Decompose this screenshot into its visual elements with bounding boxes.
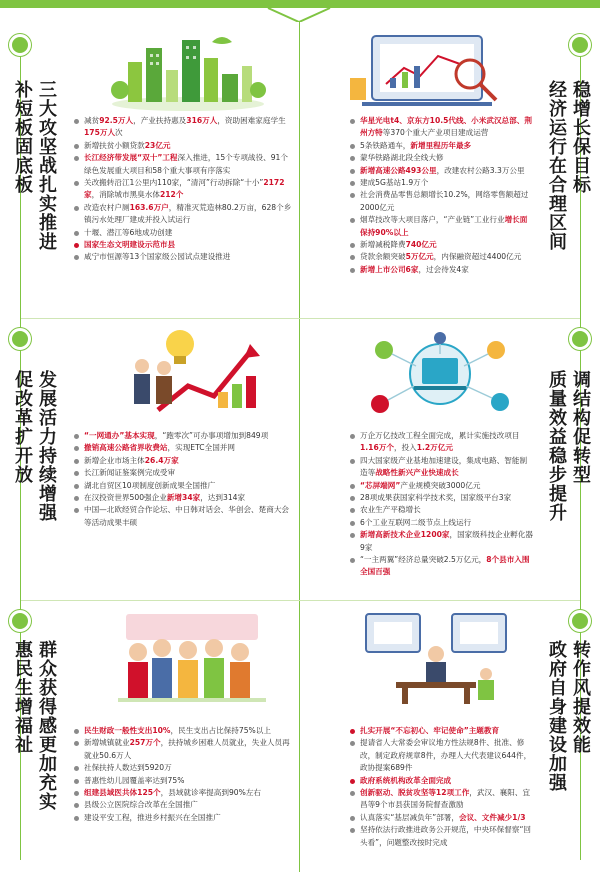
item-text: 建设平安工程，推进乡村振兴在全国推广 bbox=[84, 812, 221, 822]
item-text: 建成5G基站1.9万个 bbox=[360, 178, 429, 188]
highlight-text: 23亿元 bbox=[144, 140, 171, 150]
list-item bbox=[72, 775, 294, 787]
highlight-text: 华星光电t4、京东方10.5代线、小米武汉总部、荆州方特 bbox=[360, 116, 532, 138]
list-item bbox=[348, 455, 534, 480]
highlight-text: 新增34家 bbox=[166, 493, 201, 503]
item-text: 新增企业市场主体 bbox=[84, 455, 145, 465]
highlight-text: 新增上市公司6家 bbox=[360, 264, 419, 274]
highlight-text: 组建县域医共体125个 bbox=[84, 788, 161, 798]
list-item bbox=[72, 442, 294, 454]
item-text: ，实现ETC全国并网 bbox=[167, 443, 235, 453]
list-item bbox=[348, 554, 534, 579]
office-work-illustration bbox=[356, 608, 516, 708]
item-text: ，消除城市黑臭水体 bbox=[91, 190, 160, 200]
right-dot-2 bbox=[569, 328, 591, 350]
section-title-s4 bbox=[546, 370, 590, 522]
highlight-text: 扎实开展“不忘初心、牢记使命”主题教育 bbox=[360, 726, 500, 735]
section-title-s3 bbox=[12, 370, 56, 522]
row-divider-1 bbox=[20, 318, 580, 319]
top-banner-decoration bbox=[0, 0, 600, 22]
item-text: ，达到314家 bbox=[200, 493, 246, 503]
highlight-text: 政府系统机构改革全面完成 bbox=[360, 775, 452, 785]
list-item bbox=[72, 251, 294, 263]
highlight-text: 新增高新技术企业1200家 bbox=[360, 530, 450, 540]
list-item bbox=[72, 725, 294, 737]
title-col-1: 三大攻坚战扎实推进 bbox=[36, 80, 57, 251]
list-item bbox=[72, 430, 294, 442]
item-list-s3 bbox=[72, 430, 294, 529]
left-dot-3 bbox=[9, 610, 31, 632]
item-list-s6 bbox=[348, 725, 534, 849]
list-item bbox=[348, 775, 534, 787]
list-item bbox=[72, 467, 294, 479]
title-col-2: 质量效益稳步提升 bbox=[546, 370, 567, 522]
list-item bbox=[348, 251, 534, 263]
highlight-text: 会议、文件减少1/3 bbox=[459, 812, 526, 822]
list-item bbox=[72, 239, 294, 251]
list-item bbox=[348, 517, 534, 529]
highlight-text: 战略性新兴产业快速成长 bbox=[375, 468, 459, 478]
list-item bbox=[72, 799, 294, 811]
item-text: 在汉投资世界500强企业 bbox=[84, 493, 167, 503]
list-item bbox=[72, 737, 294, 762]
item-text: 社保扶持人数达到5920万 bbox=[84, 763, 172, 773]
item-text: ，内保融资超过4400亿元 bbox=[433, 252, 522, 262]
list-item bbox=[72, 177, 294, 202]
item-text: ，“跑零次”可办事项增加到849项 bbox=[154, 431, 269, 440]
list-item bbox=[348, 152, 534, 164]
list-item bbox=[348, 430, 534, 455]
item-text: 新增城镇就业 bbox=[84, 738, 130, 748]
item-text: 改造农村户厕 bbox=[84, 202, 130, 212]
item-list-s4 bbox=[348, 430, 534, 579]
item-text: 5条铁路通车， bbox=[360, 140, 411, 150]
item-text: 坚持依法行政推进政务公开规范，中央环保督察“回头看”，问题整改按时完成 bbox=[360, 825, 531, 847]
item-text: 万企万亿技改工程全面完成，累计实施技改项目 bbox=[360, 431, 520, 440]
item-text: 县级公立医院综合改革在全国推广 bbox=[84, 800, 198, 810]
item-text: 农业生产平稳增长 bbox=[360, 505, 421, 515]
list-item bbox=[348, 189, 534, 214]
section-title-s6 bbox=[546, 640, 590, 792]
item-text: 普惠性幼儿园覆盖率达到75% bbox=[84, 775, 185, 785]
list-item bbox=[348, 480, 534, 492]
happy-people-illustration bbox=[112, 608, 272, 708]
highlight-text: 175万人 bbox=[84, 128, 116, 138]
list-item bbox=[348, 264, 534, 276]
list-item bbox=[72, 202, 294, 227]
list-item bbox=[348, 492, 534, 504]
item-text: 28项成果获国家科学技术奖，国家级平台3家 bbox=[360, 493, 512, 503]
list-item bbox=[72, 492, 294, 504]
highlight-text: 基本实现 bbox=[124, 431, 155, 440]
list-item bbox=[72, 227, 294, 239]
item-text: 新增减税降费 bbox=[360, 240, 406, 250]
item-text: 深入推进，15个专项战役、91个绿色发展重大项目和58个重大事项有序落实 bbox=[84, 153, 288, 175]
highlight-text: 212个 bbox=[159, 190, 184, 200]
left-dot-2 bbox=[9, 328, 31, 350]
title-col-1: 群众获得感更加充实 bbox=[36, 640, 57, 811]
list-item bbox=[348, 165, 534, 177]
list-item bbox=[72, 812, 294, 824]
item-text: ，过会待发4家 bbox=[418, 264, 469, 274]
business-growth-illustration bbox=[118, 326, 268, 420]
left-dot-1 bbox=[9, 34, 31, 56]
item-text: 十堰、潜江等6地成功创建 bbox=[84, 227, 173, 237]
list-item bbox=[348, 504, 534, 516]
item-text: 关改搬转沿江1公里内110家，“清河”行动拆除“十小” bbox=[84, 178, 264, 188]
item-text: 烟草技改等大项目落户，“产业链”工业行业 bbox=[360, 215, 505, 225]
list-item bbox=[72, 115, 294, 140]
list-item bbox=[72, 787, 294, 799]
highlight-text: 740亿元 bbox=[405, 240, 437, 250]
highlight-text: 长江经济带发展“双十”工程 bbox=[84, 153, 178, 163]
title-col-1: 调结构促转型 bbox=[570, 370, 591, 484]
highlight-text: 增长面保持90%以上 bbox=[360, 215, 528, 237]
list-item bbox=[72, 140, 294, 152]
highlight-text: 92.5万人 bbox=[99, 116, 134, 125]
item-text: 产业规模突破3000亿元 bbox=[400, 480, 481, 490]
highlight-text: 316万人 bbox=[186, 116, 218, 125]
highlight-text: 民生财政一般性支出10% bbox=[84, 726, 171, 735]
title-col-1: 发展活力持续增强 bbox=[36, 370, 57, 522]
item-text: ，精准灭荒造林80.2万亩，628个乡镇污水处理厂建成并投入试运行 bbox=[84, 202, 292, 225]
item-text: ，武汉、襄阳、宜昌等9个市县获国务院督查激励 bbox=[360, 788, 531, 810]
title-col-2: 经济运行在合理区间 bbox=[546, 80, 567, 251]
item-text: 认真落实“基层减负年”部署， bbox=[360, 812, 459, 822]
highlight-text: 257万个 bbox=[129, 738, 161, 748]
list-item bbox=[348, 140, 534, 152]
item-text: ，扶持城乡困难人员就业，失业人员再就业50.6万人 bbox=[84, 738, 290, 760]
highlight-text: 163.6万户 bbox=[129, 202, 169, 212]
item-text: ，县域就诊率提高到90%左右 bbox=[160, 788, 262, 798]
list-item bbox=[72, 152, 294, 177]
highlight-text: 新增高速公路493公里 bbox=[360, 165, 437, 175]
list-item bbox=[348, 115, 534, 140]
item-text: 中国—北欧经贸合作论坛、中日韩对话会、华创会、楚商大会等活动成果丰硕 bbox=[84, 505, 290, 527]
item-text: 次 bbox=[115, 128, 123, 138]
list-item bbox=[348, 239, 534, 251]
title-col-2: 促改革扩开放 bbox=[12, 370, 33, 484]
big-data-network-illustration bbox=[360, 330, 520, 424]
green-city-illustration bbox=[108, 30, 268, 112]
highlight-text: 1.2万亿元 bbox=[416, 443, 453, 453]
list-item bbox=[72, 762, 294, 774]
title-col-1: 转作风提效能 bbox=[570, 640, 591, 754]
highlight-text: 创新驱动、脱贫攻坚等12项工作 bbox=[360, 788, 470, 798]
list-item bbox=[72, 504, 294, 529]
list-item bbox=[348, 812, 534, 824]
title-col-2: 补短板固底板 bbox=[12, 80, 33, 194]
highlight-text: 26.4万家 bbox=[144, 455, 179, 465]
highlight-text: 撤销高速公路省界收费站 bbox=[84, 443, 168, 453]
item-text: ，改建农村公路3.3万公里 bbox=[436, 165, 525, 175]
list-item bbox=[348, 214, 534, 239]
item-text: ，投入 bbox=[393, 443, 417, 453]
highlight-text: “一网通办” bbox=[84, 431, 125, 440]
item-text: 咸宁市恒源等13个国家级公园试点建设推进 bbox=[84, 252, 231, 262]
highlight-text: 新增里程历年最多 bbox=[410, 140, 472, 150]
right-dot-3 bbox=[569, 610, 591, 632]
list-item bbox=[72, 455, 294, 467]
highlight-text: 国家生态文明建设示范市县 bbox=[84, 240, 176, 250]
item-list-s1 bbox=[72, 115, 294, 264]
item-text: ，民生支出占比保持75%以上 bbox=[170, 726, 271, 735]
row-divider-2 bbox=[20, 600, 580, 601]
right-dot-1 bbox=[569, 34, 591, 56]
item-text: “一主两翼”经济总量突破2.5万亿元， bbox=[360, 555, 487, 565]
item-list-s5 bbox=[72, 725, 294, 824]
list-item bbox=[348, 177, 534, 189]
item-text: 蒙华铁路湖北段全线大修 bbox=[360, 153, 444, 163]
center-divider bbox=[299, 22, 300, 872]
list-item bbox=[348, 824, 534, 849]
section-title-s1 bbox=[12, 80, 56, 251]
title-col-2: 政府自身建设加强 bbox=[546, 640, 567, 792]
list-item bbox=[348, 529, 534, 554]
list-item bbox=[348, 787, 534, 812]
item-text: 提请省人大常委会审议地方性法规8件、批准、修改，制定政府规章8件，办理人大代表建议644件，政协提案689件 bbox=[360, 738, 532, 773]
item-text: 社会消费品零售总额增长10.2%，网络零售额超过2000亿元 bbox=[360, 190, 529, 212]
section-title-s2 bbox=[546, 80, 590, 251]
item-text: ，国家级科技企业孵化器9家 bbox=[360, 530, 534, 552]
section-title-s5 bbox=[12, 640, 56, 811]
highlight-text: “芯屏端网” bbox=[360, 480, 401, 490]
item-text: 等370个重大产业项目建成运营 bbox=[382, 128, 489, 138]
item-text: 四大国家级产业基地加速建设，集成电路、智能制造等 bbox=[360, 455, 528, 478]
list-item bbox=[348, 737, 534, 774]
item-text: 6个工业互联网二级节点上线运行 bbox=[360, 517, 472, 527]
item-text: 新增扶贫小额贷款 bbox=[84, 140, 145, 150]
item-text: 长江新闻证鉴案例完成受审 bbox=[84, 468, 176, 478]
item-text: ，产业扶持惠及 bbox=[133, 116, 187, 125]
title-col-2: 惠民生增福祉 bbox=[12, 640, 33, 754]
item-text: 减贫 bbox=[84, 116, 100, 125]
highlight-text: 2172家 bbox=[84, 178, 285, 200]
item-text: ，资助困难家庭学生 bbox=[217, 116, 286, 125]
item-text: 湖北自贸区10项制度创新成果全国推广 bbox=[84, 480, 216, 490]
highlight-text: 8个县市入围全国百强 bbox=[360, 555, 530, 577]
data-analysis-illustration bbox=[342, 28, 512, 112]
highlight-text: 1.16万个 bbox=[360, 443, 394, 453]
list-item bbox=[72, 480, 294, 492]
highlight-text: 5万亿元 bbox=[405, 252, 434, 262]
item-text: 贷款余额突破 bbox=[360, 252, 406, 262]
item-list-s2 bbox=[348, 115, 534, 276]
list-item bbox=[348, 725, 534, 737]
title-col-1: 稳增长保目标 bbox=[570, 80, 591, 194]
